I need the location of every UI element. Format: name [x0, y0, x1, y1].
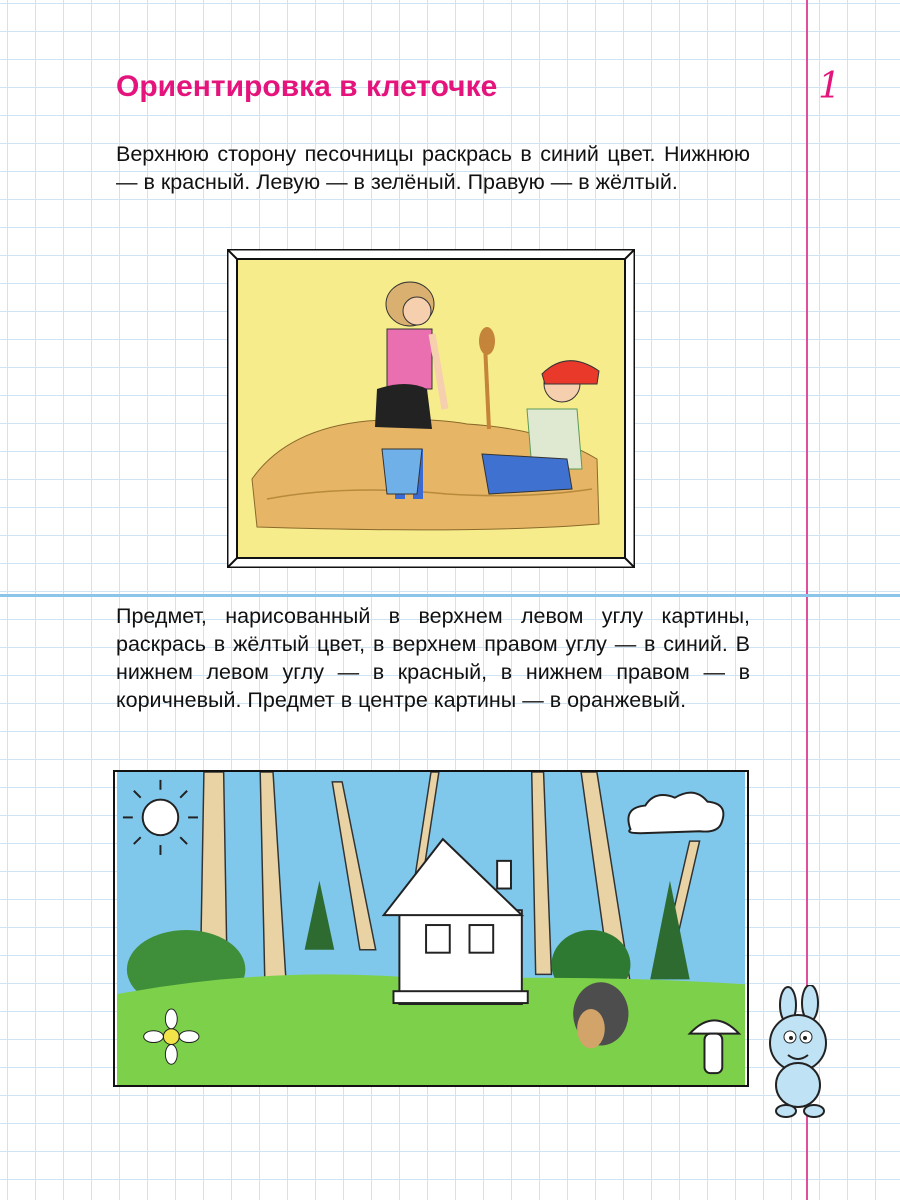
task-2-text: Предмет, нарисованный в верхнем левом углу картины, раскрась в жёлтый цвет, в верхнем правом углу — в синий. В нижнем левом углу — в красный, в нижнем правом — в коричневый. Предмет в центре картины — в оранжевый. [116, 604, 750, 712]
page-number: 1 [818, 66, 841, 107]
bucket-icon [382, 449, 422, 494]
forest-house-picture [113, 770, 749, 1087]
section-divider [0, 594, 900, 597]
sandbox-picture [227, 249, 635, 568]
bunny-icon [758, 985, 842, 1125]
page-title: Ориентировка в клеточке [116, 70, 498, 103]
task-1-text: Верхнюю сторону песочницы раскрась в синий цвет. Нижнюю — в красный. Левую — в зелёный. Правую — в жёлтый. [116, 142, 750, 194]
